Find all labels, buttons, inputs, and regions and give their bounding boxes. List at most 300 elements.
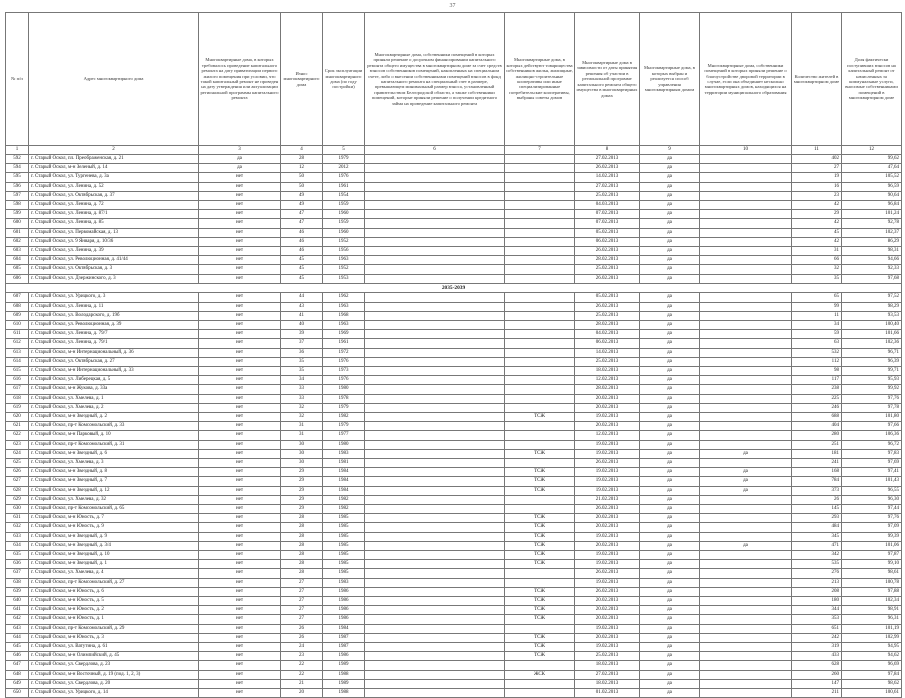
table-row <box>6 440 902 449</box>
table-cell: г. Старый Оскол, м-н Парковый, д. 10 <box>29 431 199 440</box>
table-row <box>6 606 902 615</box>
table-cell: 614 <box>6 357 29 366</box>
table-cell: 1976 <box>323 357 365 366</box>
table-cell: 14.02.2013 <box>575 348 640 357</box>
table-cell: нет <box>199 661 281 670</box>
table-cell: ТСЖ <box>505 449 575 458</box>
table-cell <box>700 587 792 596</box>
table-cell <box>365 412 505 421</box>
table-row <box>6 394 902 403</box>
table-cell: да <box>640 403 700 412</box>
table-cell: 1987 <box>323 643 365 652</box>
table-cell: да <box>640 615 700 624</box>
table-cell: 620 <box>6 412 29 421</box>
table-cell: 610 <box>6 320 29 329</box>
table-cell: 1985 <box>323 523 365 532</box>
table-cell <box>700 219 792 228</box>
table-cell: нет <box>199 173 281 182</box>
table-cell <box>505 293 575 302</box>
table-cell: 1959 <box>323 201 365 210</box>
table-cell: нет <box>199 468 281 477</box>
table-cell: 484 <box>792 523 842 532</box>
table-cell <box>365 191 505 200</box>
table-cell <box>365 486 505 495</box>
table-cell: 93,53 <box>842 311 902 320</box>
table-cell: 34 <box>281 376 323 385</box>
table-cell: да <box>640 247 700 256</box>
table-cell: 49 <box>281 191 323 200</box>
table-cell: г. Старый Оскол, ул. Дзержинского, д. 3 <box>29 274 199 283</box>
table-cell: 25.02.2013 <box>575 357 640 366</box>
table-cell: 1961 <box>323 339 365 348</box>
table-cell: г. Старый Оскол, ул. Урицкого, д. 3 <box>29 293 199 302</box>
table-cell: г. Старый Оскол, ул. Свердлова, д. 23 <box>29 661 199 670</box>
table-cell: да <box>640 376 700 385</box>
table-cell <box>505 228 575 237</box>
table-cell: 45 <box>792 228 842 237</box>
table-cell <box>365 679 505 688</box>
table-cell: 242 <box>792 633 842 642</box>
column-header: Адрес многоквартирного дома <box>29 13 199 146</box>
table-cell: да <box>640 191 700 200</box>
table-cell: нет <box>199 228 281 237</box>
table-cell: 594 <box>6 164 29 173</box>
table-cell: г. Старый Оскол, ул. Октябрьская, д. 27 <box>29 357 199 366</box>
table-cell: 35 <box>281 357 323 366</box>
table-row <box>6 505 902 514</box>
table-cell <box>365 652 505 661</box>
table-cell: 596 <box>6 182 29 191</box>
table-cell <box>505 330 575 339</box>
year-period-row <box>6 283 902 293</box>
table-cell: 96,72 <box>842 440 902 449</box>
table-cell: г. Старый Оскол, м-н Звездный, д. 12 <box>29 486 199 495</box>
table-cell: 20.02.2013 <box>575 597 640 606</box>
table-cell: 238 <box>792 385 842 394</box>
table-cell <box>365 495 505 504</box>
table-cell: 20.02.2013 <box>575 541 640 550</box>
table-cell: да <box>640 661 700 670</box>
table-cell: 19.02.2013 <box>575 624 640 633</box>
table-cell: 97,68 <box>842 274 902 283</box>
table-cell: нет <box>199 320 281 329</box>
table-cell: г. Старый Оскол, ул. Хмелева, д. 32 <box>29 495 199 504</box>
table-cell: нет <box>199 459 281 468</box>
table-row <box>6 652 902 661</box>
table-cell: нет <box>199 523 281 532</box>
table-cell: нет <box>199 587 281 596</box>
table-cell: 42 <box>792 237 842 246</box>
table-row <box>6 293 902 302</box>
table-cell: 27.02.2013 <box>575 182 640 191</box>
table-cell <box>505 385 575 394</box>
table-cell: г. Старый Оскол, ул. Тургенева, д. 3а <box>29 173 199 182</box>
table-row <box>6 210 902 219</box>
table-cell: 1954 <box>323 191 365 200</box>
table-cell: 102,99 <box>842 633 902 642</box>
table-cell: 99,10 <box>842 560 902 569</box>
table-cell <box>365 164 505 173</box>
table-cell: 29 <box>792 210 842 219</box>
table-cell: г. Старый Оскол, ул. Либерецкая, д. 5 <box>29 376 199 385</box>
table-cell: да <box>640 569 700 578</box>
table-cell: 12 <box>281 164 323 173</box>
table-cell: да <box>640 459 700 468</box>
table-cell: 01.02.2013 <box>575 689 640 698</box>
table-cell: 101,66 <box>842 330 902 339</box>
table-cell: 246 <box>792 403 842 412</box>
table-cell <box>365 459 505 468</box>
table-cell: да <box>640 155 700 164</box>
table-cell: да <box>700 486 792 495</box>
table-cell: 29 <box>281 468 323 477</box>
table-cell: 1963 <box>323 256 365 265</box>
table-cell <box>505 440 575 449</box>
table-cell: г. Старый Оскол, ул. Хмелева, д. 4 <box>29 569 199 578</box>
table-cell: 636 <box>6 560 29 569</box>
table-cell: 96,30 <box>842 495 902 504</box>
table-cell: 1980 <box>323 385 365 394</box>
table-row <box>6 560 902 569</box>
table-cell: 319 <box>792 643 842 652</box>
table-cell: 05.02.2013 <box>575 293 640 302</box>
table-cell: нет <box>199 679 281 688</box>
table-cell: 96,71 <box>842 348 902 357</box>
table-row <box>6 486 902 495</box>
table-cell <box>365 514 505 523</box>
table-cell: 24 <box>281 643 323 652</box>
table-cell <box>365 449 505 458</box>
table-cell: г. Старый Оскол, м-н Интернациональный, д. 36 <box>29 348 199 357</box>
table-cell: 20.02.2013 <box>575 615 640 624</box>
table-cell: 27 <box>281 615 323 624</box>
table-cell: 97,84 <box>842 670 902 679</box>
table-cell: нет <box>199 449 281 458</box>
table-cell: 41 <box>281 311 323 320</box>
table-cell: 19.02.2013 <box>575 532 640 541</box>
table-row <box>6 274 902 283</box>
table-cell <box>365 477 505 486</box>
table-cell <box>700 256 792 265</box>
table-cell: 649 <box>6 679 29 688</box>
table-cell: г. Старый Оскол, ул. Володарского, д. 19б <box>29 311 199 320</box>
table-cell <box>505 155 575 164</box>
table-cell: ЖСК <box>505 670 575 679</box>
table-cell: 50 <box>281 182 323 191</box>
table-cell: ТСЖ <box>505 597 575 606</box>
table-cell: 19.02.2013 <box>575 551 640 560</box>
table-cell <box>365 265 505 274</box>
table-cell <box>700 459 792 468</box>
table-cell: 101,24 <box>842 210 902 219</box>
table-cell: 45 <box>281 274 323 283</box>
table-cell: 32 <box>281 412 323 421</box>
table-cell: 213 <box>792 578 842 587</box>
table-cell: да <box>640 560 700 569</box>
table-cell: 1986 <box>323 615 365 624</box>
table-cell: 31 <box>792 247 842 256</box>
table-cell: 613 <box>6 348 29 357</box>
table-cell: г. Старый Оскол, м-н Звездный, д. 1 <box>29 560 199 569</box>
table-cell <box>505 191 575 200</box>
table-cell: 19.02.2013 <box>575 412 640 421</box>
table-cell: 32 <box>792 265 842 274</box>
table-cell: 645 <box>6 643 29 652</box>
table-cell: нет <box>199 633 281 642</box>
table-cell: г. Старый Оскол, ул. Ленина, д. 39 <box>29 247 199 256</box>
table-cell: да <box>640 422 700 431</box>
column-number: 6 <box>365 146 505 155</box>
table-cell: нет <box>199 237 281 246</box>
table-cell: 621 <box>6 422 29 431</box>
table-cell <box>700 569 792 578</box>
table-cell: да <box>199 164 281 173</box>
table-row <box>6 237 902 246</box>
table-cell <box>365 302 505 311</box>
table-row <box>6 468 902 477</box>
column-number: 2 <box>29 146 199 155</box>
table-cell: 19.02.2013 <box>575 477 640 486</box>
table-cell <box>700 689 792 698</box>
table-cell: 1960 <box>323 228 365 237</box>
table-cell: да <box>640 348 700 357</box>
table-cell: 97,41 <box>842 468 902 477</box>
table-cell: 27 <box>281 606 323 615</box>
table-cell: нет <box>199 689 281 698</box>
table-cell: 19.02.2013 <box>575 643 640 652</box>
table-cell: 650 <box>6 689 29 698</box>
table-cell <box>365 293 505 302</box>
table-cell: г. Старый Оскол, ул. Хмелева, д. 1 <box>29 394 199 403</box>
table-cell: 90,64 <box>842 191 902 200</box>
table-cell <box>365 228 505 237</box>
table-row <box>6 256 902 265</box>
table-cell <box>505 394 575 403</box>
table-row <box>6 449 902 458</box>
table-cell: нет <box>199 532 281 541</box>
table-cell: г. Старый Оскол, м-н Юность, д. 5 <box>29 597 199 606</box>
table-cell: 19.02.2013 <box>575 440 640 449</box>
table-cell: 25.02.2013 <box>575 265 640 274</box>
table-cell: 26 <box>281 633 323 642</box>
table-cell: 97,88 <box>842 587 902 596</box>
table-cell <box>700 523 792 532</box>
table-cell: г. Старый Оскол, пр-т Комсомольский, д. 27 <box>29 578 199 587</box>
table-cell: да <box>700 541 792 550</box>
table-cell: г. Старый Оскол, м-н Звездный, д. 8 <box>29 468 199 477</box>
table-cell <box>700 320 792 329</box>
table-cell: 96,69 <box>842 661 902 670</box>
table-cell: 629 <box>6 495 29 504</box>
table-cell <box>700 403 792 412</box>
table-cell: 1982 <box>323 412 365 421</box>
table-cell: да <box>640 523 700 532</box>
table-cell: 29 <box>281 486 323 495</box>
table-cell: да <box>640 643 700 652</box>
table-cell: 688 <box>792 412 842 421</box>
table-cell: г. Старый Оскол, м-н Звездный, д. 6 <box>29 449 199 458</box>
table-cell: 20 <box>281 689 323 698</box>
table-row <box>6 541 902 550</box>
table-cell: 28 <box>281 514 323 523</box>
table-cell: 96,39 <box>842 357 902 366</box>
column-header: Многоквартирные дома, собственники помещений в которых приняли решение о благоустройстве дворовой территории в случае, если она объединяет несколько многоквартирных домов, находящихся на территории муниципального образования <box>700 13 792 146</box>
column-header: Многоквартирные дома в зависимости от даты принятия решения об участии в региональной программе капитального ремонта общего имущества в многоквартирных домах <box>575 13 640 146</box>
table-cell: 612 <box>6 339 29 348</box>
column-header: Срок эксплуатации многоквартирного дома (по году постройки) <box>323 13 365 146</box>
table-cell: 96,55 <box>842 486 902 495</box>
table-cell: 96,31 <box>842 615 902 624</box>
table-cell <box>505 689 575 698</box>
table-cell: 639 <box>6 587 29 596</box>
table-cell: да <box>640 394 700 403</box>
table-cell: 1952 <box>323 237 365 246</box>
table-cell: 97,44 <box>842 505 902 514</box>
table-cell: 30 <box>281 459 323 468</box>
table-cell: да <box>640 679 700 688</box>
table-cell: 12.02.2013 <box>575 376 640 385</box>
table-cell <box>700 201 792 210</box>
table-cell: 404 <box>792 422 842 431</box>
column-header: Количество жителей в многоквартирном доме <box>792 13 842 146</box>
table-cell: г. Старый Оскол, м-н Юность, д. 6 <box>29 587 199 596</box>
table-cell: да <box>640 495 700 504</box>
table-cell: 1985 <box>323 560 365 569</box>
table-cell: г. Старый Оскол, м-н Звездный, д. 3/4 <box>29 541 199 550</box>
table-cell <box>700 606 792 615</box>
table-cell: 30 <box>281 449 323 458</box>
table-cell: 25.02.2013 <box>575 191 640 200</box>
table-cell: 608 <box>6 302 29 311</box>
table-cell <box>365 330 505 339</box>
table-cell: 25.02.2013 <box>575 652 640 661</box>
table-row <box>6 624 902 633</box>
table-cell: 626 <box>6 468 29 477</box>
table-cell: 648 <box>6 670 29 679</box>
table-cell: да <box>640 689 700 698</box>
table-cell <box>505 219 575 228</box>
table-cell: 101,06 <box>842 541 902 550</box>
table-cell: 43 <box>281 302 323 311</box>
table-row <box>6 495 902 504</box>
table-cell: 2012 <box>323 164 365 173</box>
table-cell: 345 <box>792 532 842 541</box>
table-cell: г. Старый Оскол, ул. Октябрьская, д. 3 <box>29 265 199 274</box>
table-cell: 26.02.2013 <box>575 569 640 578</box>
column-number: 1 <box>6 146 29 155</box>
table-cell <box>365 210 505 219</box>
table-cell: 29 <box>281 495 323 504</box>
table-cell: 628 <box>792 661 842 670</box>
table-cell: 28.02.2013 <box>575 256 640 265</box>
table-cell <box>700 670 792 679</box>
table-cell: нет <box>199 422 281 431</box>
table-row <box>6 643 902 652</box>
table-cell: 27 <box>281 587 323 596</box>
table-row <box>6 633 902 642</box>
table-cell: да <box>640 587 700 596</box>
table-cell <box>700 679 792 688</box>
column-header: Многоквартирные дома, в которых выбран и реализуется способ управления многоквартирным домом <box>640 13 700 146</box>
table-cell <box>700 560 792 569</box>
table-cell: 609 <box>6 311 29 320</box>
table-cell <box>505 624 575 633</box>
table-cell: 86,29 <box>842 237 902 246</box>
table-cell: нет <box>199 495 281 504</box>
table-cell: ТСЖ <box>505 587 575 596</box>
column-header: Многоквартирные дома, в которых действуют товарищества собственников жилья, жилищные, жилищно-строительные кооперативы или иные специализированные потребительские кооперативы, выбраны советы домов <box>505 13 575 146</box>
table-cell: 353 <box>792 615 842 624</box>
table-cell: ТСЖ <box>505 652 575 661</box>
table-cell <box>700 173 792 182</box>
table-cell <box>365 274 505 283</box>
table-cell: ТСЖ <box>505 486 575 495</box>
table-cell: г. Старый Оскол, пл. Преображенская, д. 21 <box>29 155 199 164</box>
table-cell: 20.02.2013 <box>575 403 640 412</box>
table-cell: 45 <box>281 265 323 274</box>
table-cell <box>505 302 575 311</box>
table-cell: нет <box>199 366 281 375</box>
table-cell: ТСЖ <box>505 615 575 624</box>
table-cell: г. Старый Оскол, ул. Ленина, д. 85 <box>29 219 199 228</box>
table-cell: 42 <box>792 201 842 210</box>
table-cell: 31 <box>281 431 323 440</box>
table-cell: 19.02.2013 <box>575 560 640 569</box>
column-number: 9 <box>640 146 700 155</box>
table-cell: нет <box>199 505 281 514</box>
table-row <box>6 551 902 560</box>
table-cell: да <box>640 256 700 265</box>
table-cell: нет <box>199 191 281 200</box>
table-cell: 97,78 <box>842 403 902 412</box>
table-cell: 1984 <box>323 477 365 486</box>
table-cell <box>505 311 575 320</box>
table-cell <box>365 403 505 412</box>
table-cell: да <box>640 412 700 421</box>
table-cell: 26 <box>281 624 323 633</box>
table-cell: да <box>640 477 700 486</box>
table-cell <box>365 155 505 164</box>
table-cell: 97,09 <box>842 523 902 532</box>
table-cell <box>365 523 505 532</box>
table-cell: 11 <box>792 311 842 320</box>
table-cell: 47 <box>281 210 323 219</box>
table-cell: 105,52 <box>842 173 902 182</box>
table-cell: 1977 <box>323 431 365 440</box>
table-cell: 92,78 <box>842 219 902 228</box>
table-cell: 1984 <box>323 486 365 495</box>
table-row <box>6 422 902 431</box>
table-cell: ТСЖ <box>505 560 575 569</box>
table-cell <box>505 366 575 375</box>
table-cell <box>365 376 505 385</box>
table-cell: 1988 <box>323 689 365 698</box>
table-cell <box>700 339 792 348</box>
table-cell: 641 <box>6 606 29 615</box>
table-cell: да <box>640 532 700 541</box>
table-cell: 532 <box>792 348 842 357</box>
table-cell: 44 <box>281 293 323 302</box>
table-cell: 26.02.2013 <box>575 247 640 256</box>
table-cell: 1981 <box>323 459 365 468</box>
table-cell: 1988 <box>323 670 365 679</box>
table-cell: 21 <box>281 679 323 688</box>
table-cell <box>700 210 792 219</box>
table-cell: да <box>640 173 700 182</box>
table-row <box>6 357 902 366</box>
table-cell: да <box>640 265 700 274</box>
table-cell: нет <box>199 551 281 560</box>
